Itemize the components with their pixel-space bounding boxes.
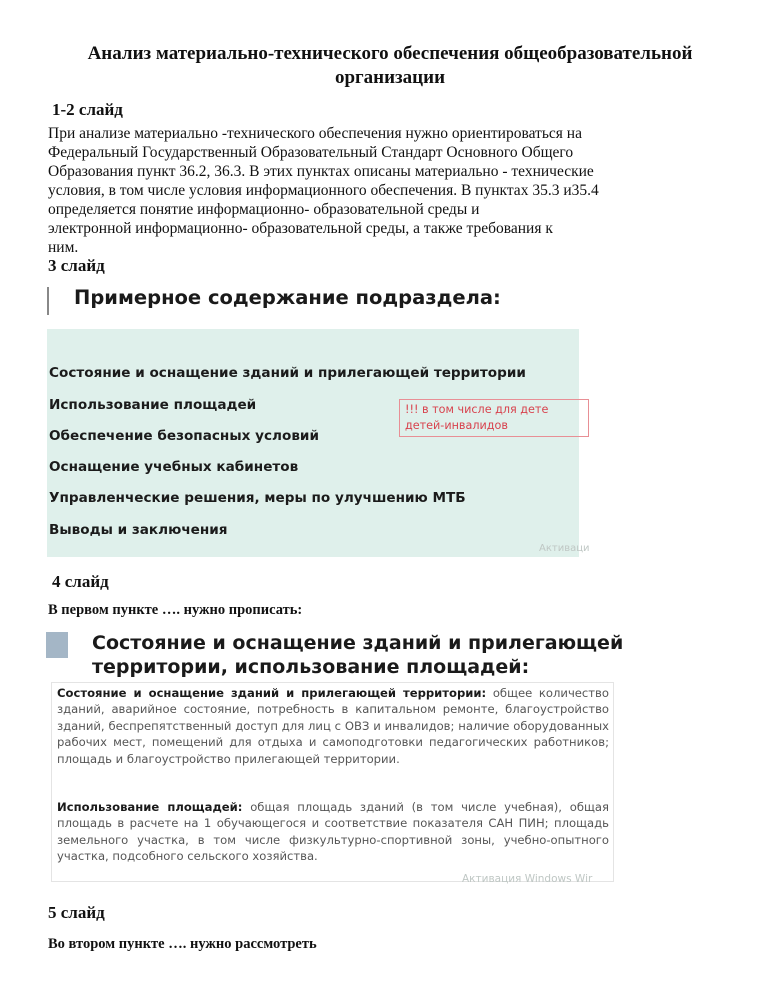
slide-3-item: Управленческие решения, меры по улучшению МТБ	[49, 490, 466, 506]
paragraph-line: Образования пункт 36.2, 36.3. В этих пунктах описаны материально - технические	[48, 163, 594, 180]
slide-3-item: Обеспечение безопасных условий	[49, 428, 319, 444]
accent-bar	[47, 287, 49, 315]
intro-paragraph	[48, 124, 688, 257]
slide-3-item: Состояние и оснащение зданий и прилегающей территории	[49, 365, 526, 381]
slide-3-item: Оснащение учебных кабинетов	[49, 459, 299, 475]
block-text: общая площадь зданий (в том числе учебная), общая площадь в расчете на 1 обучающегося и соответствие показателя САН ПИН; площадь земельного участка, в том числе физкультурно-спортивной зоны, учебно-опытного участка, подсобного сельского хозяйства.	[57, 800, 609, 864]
paragraph-line: ним.	[48, 239, 79, 256]
note-line-1: !!! в том числе для дете	[405, 403, 549, 416]
slide-4-block-buildings	[57, 685, 609, 767]
heading-slide-1-2: 1-2 слайд	[52, 100, 123, 119]
slide-3-header	[47, 285, 579, 328]
paragraph-line: Федеральный Государственный Образовательный Стандарт Основного Общего	[48, 144, 574, 161]
activation-watermark: Активаци	[539, 543, 590, 554]
block-label: Использование площадей:	[57, 800, 243, 814]
slide-3-title: Примерное содержание подраздела:	[74, 286, 501, 309]
slide-4-title-line-2: территории, использование площадей:	[92, 656, 530, 678]
title-line-1: Анализ материально-технического обеспечения общеобразовательной	[87, 43, 693, 64]
slide-4-title	[92, 631, 623, 679]
note-line-2: детей-инвалидов	[405, 419, 508, 432]
slide-4-square-marker	[46, 632, 68, 658]
block-label: Состояние и оснащение зданий и прилегающей территории:	[57, 686, 487, 700]
heading-slide-3: 3 слайд	[48, 256, 105, 275]
slide-4-content-box	[51, 682, 614, 882]
paragraph-line: определяется понятие информационно- образовательной среды и	[48, 201, 480, 218]
slide-3-item: Использование площадей	[49, 397, 257, 413]
slide-4-block-areas	[57, 799, 609, 865]
heading-slide-4: 4 слайд	[52, 572, 109, 591]
slide-5-subheading: Во втором пункте …. нужно рассмотреть	[48, 936, 317, 952]
slide-3-note-box	[399, 399, 589, 437]
block-text: общее количество зданий, аварийное состояние, потребность в капитальном ремонте, благоустройство зданий, беспрепятственный доступ для лиц с ОВЗ и инвалидов; наличие оборудованных рабочих мест, помещений для отдыха и самоподготовки педагогических работников; площадь и благоустройство прилегающей территории.	[57, 686, 609, 766]
heading-slide-5: 5 слайд	[48, 903, 105, 922]
title-line-2: организации	[334, 67, 446, 88]
paragraph-line: электронной информационно- образовательной среды, а также требования к	[48, 220, 553, 237]
slide-3-content	[47, 329, 590, 557]
slide-4-subheading: В первом пункте …. нужно прописать:	[48, 602, 303, 618]
activation-watermark: Активация Windows Wir	[462, 873, 593, 885]
paragraph-line: условия, в том числе условия информационного обеспечения. В пунктах 35.3 и35.4	[48, 182, 599, 199]
slide-4-title-line-1: Состояние и оснащение зданий и прилегающей	[92, 632, 624, 654]
slide-3-item: Выводы и заключения	[49, 522, 228, 538]
document-title	[40, 42, 740, 90]
paragraph-line: При анализе материально -технического обеспечения нужно ориентироваться на	[48, 125, 582, 142]
